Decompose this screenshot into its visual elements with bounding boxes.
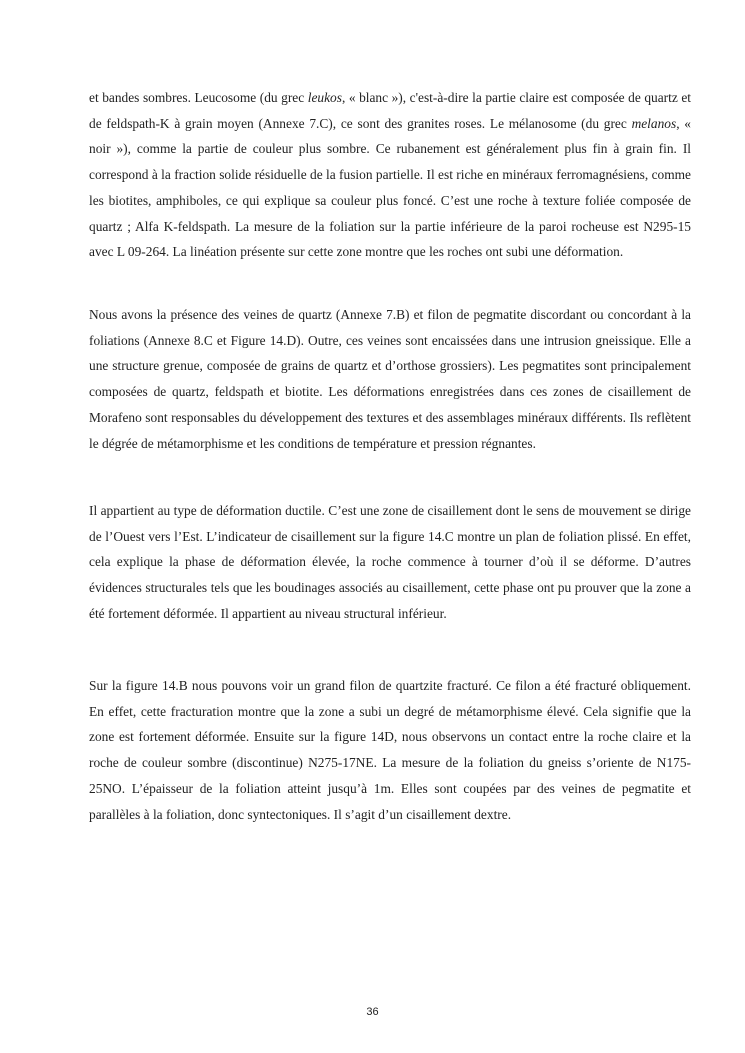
paragraph-text: , « noir »), comme la partie de couleur plus sombre. Ce rubanement est généralement plus fin à grain fin. Il correspond à la fraction solide résiduelle de la fusion partielle. Il est riche en minéraux ferromagnésiens, comme les biotites, amphiboles, ce qui explique sa couleur plus foncé. C’est une roche à texture foliée composée de quartz ; Alfa K-feldspath. La mesure de la foliation sur la partie inférieure de la paroi rocheuse est N295-15 avec L 09-264. La linéation présente sur cette zone montre que les roches ont subi une déformation. xyxy=(89,115,691,260)
page-number: 36 xyxy=(366,1006,379,1018)
paragraph-text: et bandes sombres. Leucosome (du grec xyxy=(89,90,308,105)
paragraph-deformation-ductile: Il appartient au type de déformation ductile. C’est une zone de cisaillement dont le sens de mouvement se dirige de l’Ouest vers l’Est. L’indicateur de cisaillement sur la figure 14.C montre un plan de foliation plissé. En effet, cela explique la phase de déformation élevée, la roche commence à tourner d’où il se déforme. D’autres évidences structurales tels que les boudinages associés au cisaillement, cette phase ont pu prouver que la zone a été fortement déformée. Il appartient au niveau structural inférieur. xyxy=(89,503,691,621)
paragraph-leucosome xyxy=(89,85,691,265)
term-leukos: leukos xyxy=(307,90,342,105)
term-melanos: melanos xyxy=(631,115,677,131)
paragraph-filon-quartzite: Sur la figure 14.B nous pouvons voir un grand filon de quartzite fracturé. Ce filon a été fracturé obliquement. En effet, cette fracturation montre que la zone a subi un degré de métamorphisme élevé. Cela signifie que la zone est fortement déformée. Ensuite sur la figure 14D, nous observons un contact entre la roche claire et la roche de couleur sombre (discontinue) N275-17NE. La mesure de la foliation du gneiss s’oriente de N175-25NO. L’épaisseur de la foliation atteint jusqu’à 1m. Elles sont coupées par des veines de pegmatite et parallèles à la foliation, donc syntectoniques. Il s’agit d’un cisaillement dextre. xyxy=(89,678,691,822)
paragraph-veines-quartz: Nous avons la présence des veines de quartz (Annexe 7.B) et filon de pegmatite discordant ou concordant à la foliations (Annexe 8.C et Figure 14.D). Outre, ces veines sont encaissées dans une intrusion gneissique. Elle a une structure grenue, composée de grains de quartz et d’orthose grossiers). Les pegmatites sont principalement composées de quartz, feldspath et biotite. Les déformations enregistrées dans ces zones de cisaillement de Morafeno sont responsables du développement des textures et des assemblages minéraux différents. Ils reflètent le dégrée de métamorphisme et les conditions de température et pression régnantes. xyxy=(89,307,691,451)
paragraph-text: , « blanc »), c'est-à-dire la partie claire est composée de quartz et de feldspath-K à grain moyen (Annexe 7.C), ce sont des granites roses. Le mélanosome (du grec xyxy=(89,90,691,131)
